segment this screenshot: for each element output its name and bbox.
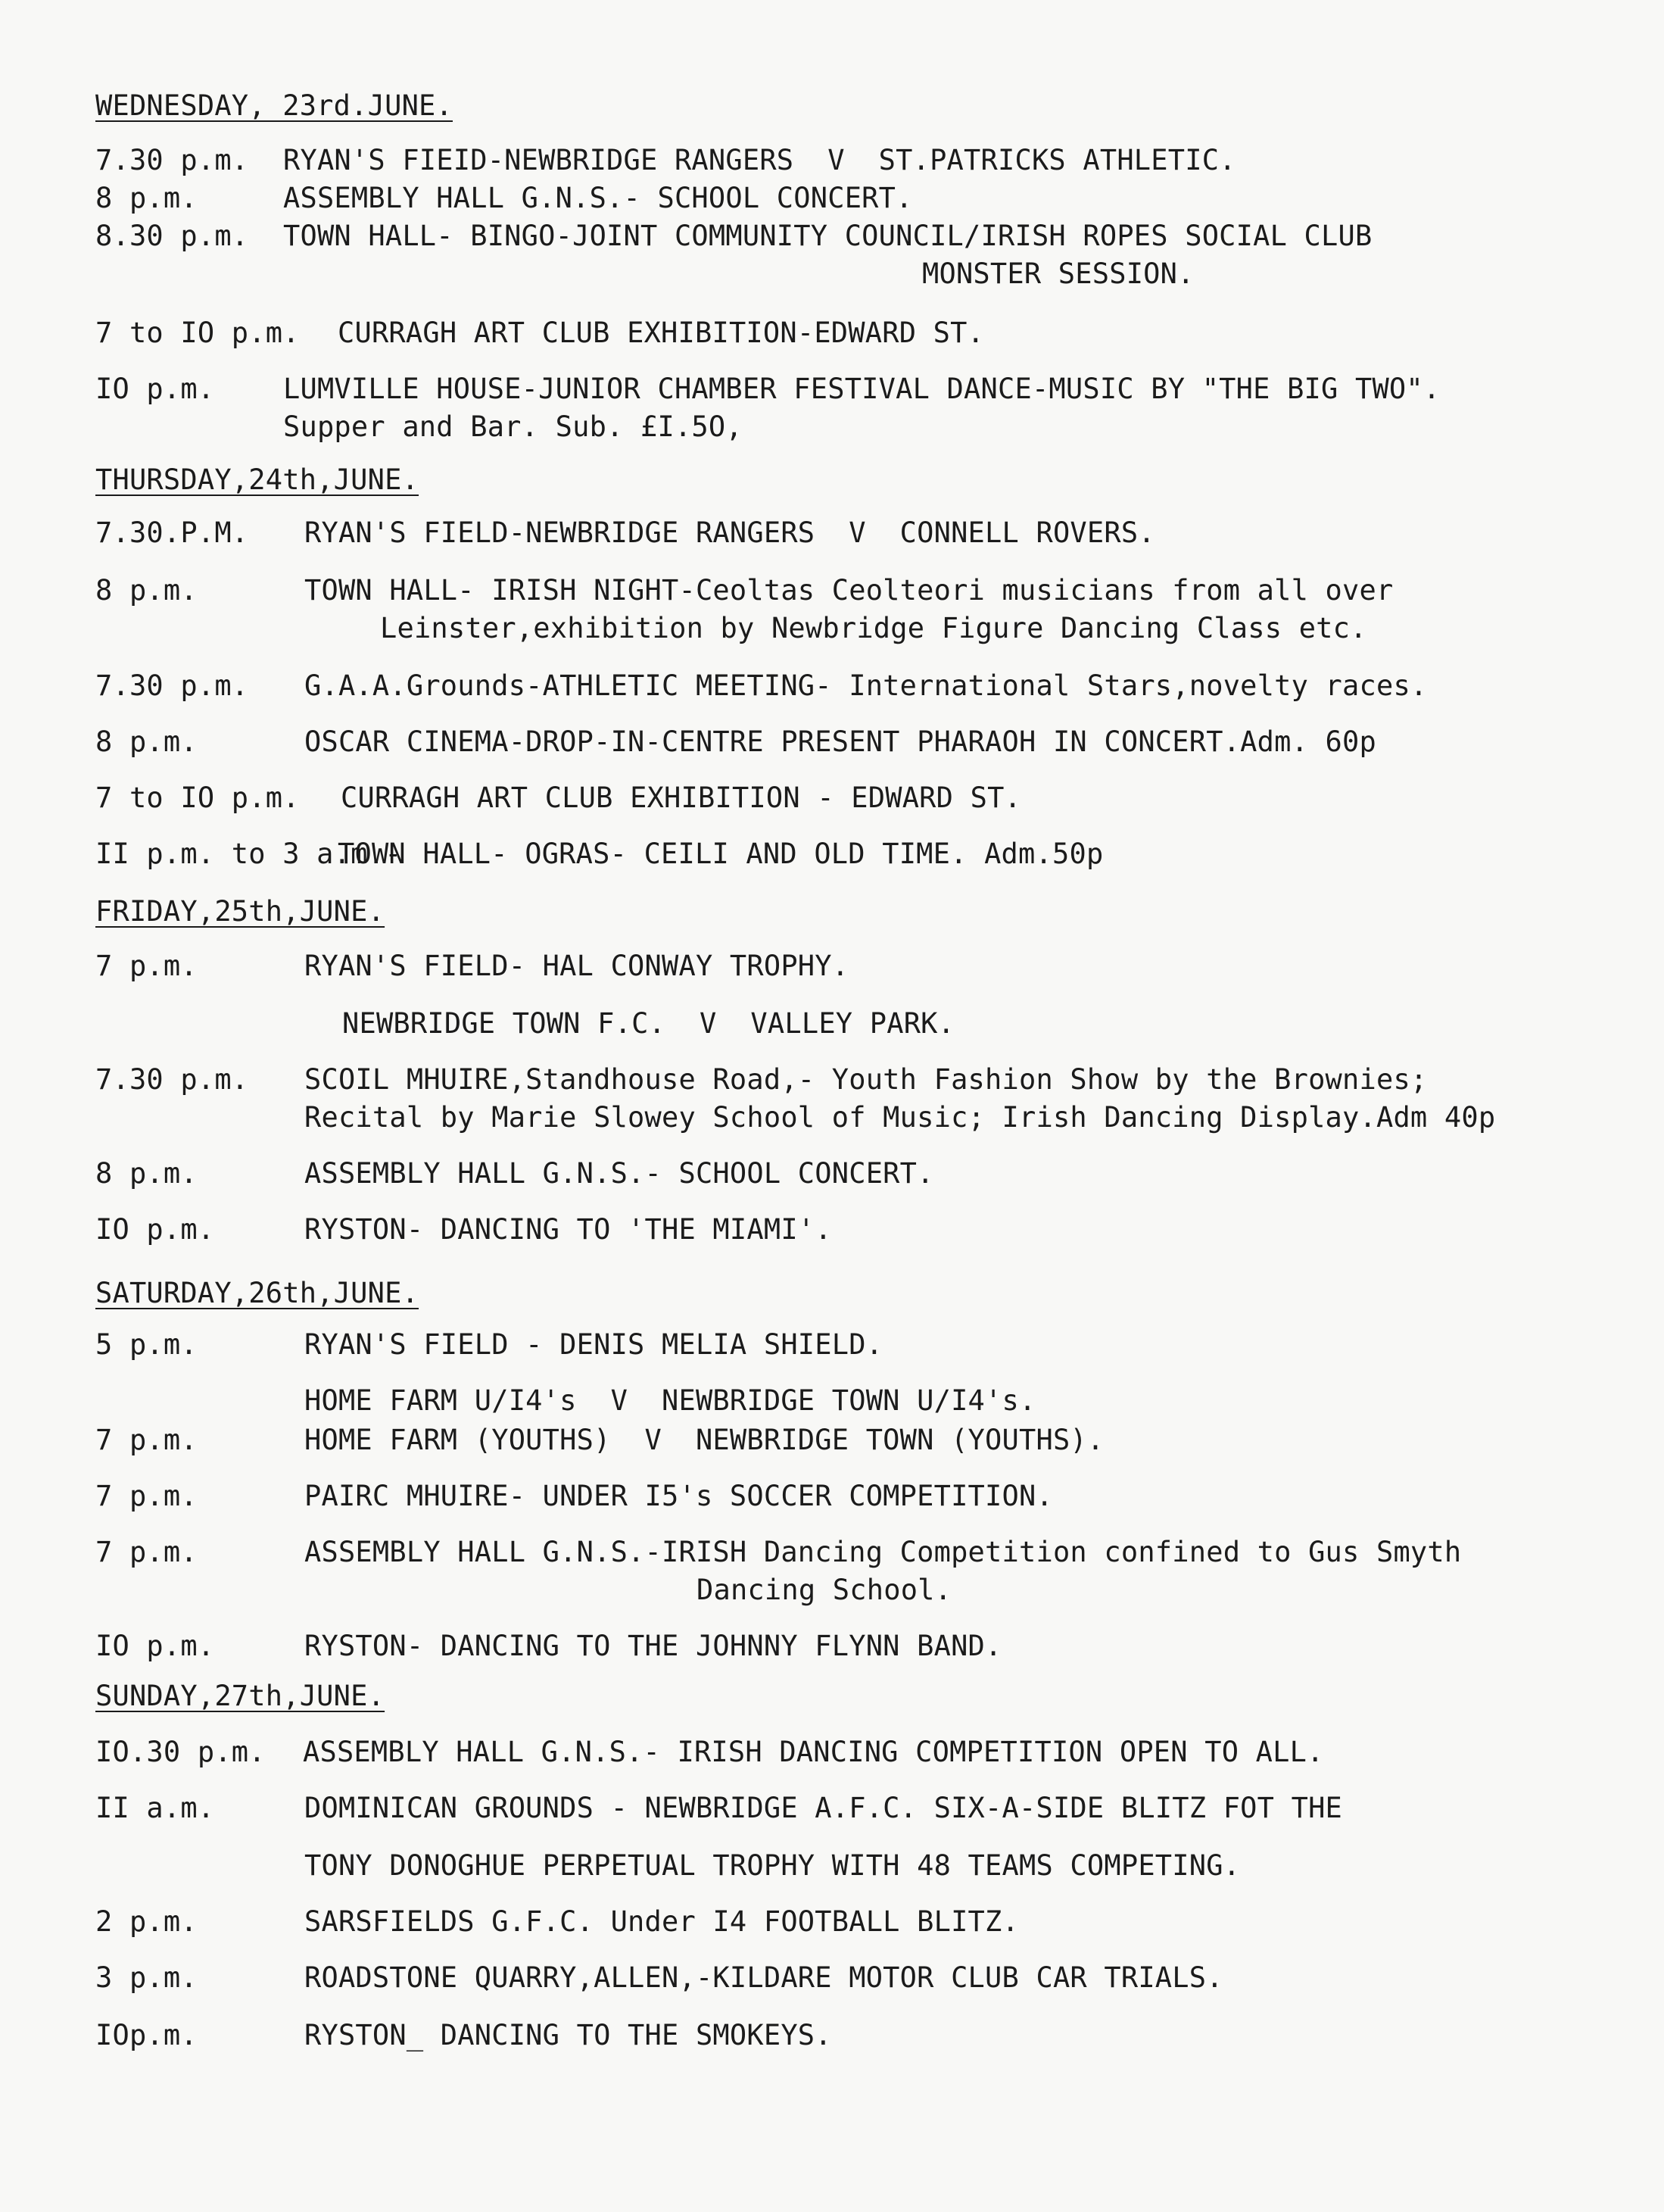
event-time: 7 to IO p.m.: [95, 317, 300, 349]
event-time: 7.30 p.m.: [95, 669, 249, 702]
event-time: IO p.m.: [95, 1630, 215, 1662]
event-time: 7 p.m.: [95, 1424, 198, 1456]
event-time: 5 p.m.: [95, 1328, 198, 1361]
event-text: TONY DONOGHUE PERPETUAL TROPHY WITH 48 TEAMS COMPETING.: [304, 1849, 1241, 1882]
event-text: RYAN'S FIEID-NEWBRIDGE RANGERS V ST.PATRICKS ATHLETIC.: [283, 144, 1236, 176]
event-time: II p.m. to 3 a.m.-: [95, 838, 402, 870]
event-text: HOME FARM U/I4's V NEWBRIDGE TOWN U/I4's.: [304, 1384, 1036, 1417]
event-text: Dancing School.: [696, 1574, 952, 1606]
event-time: IOp.m.: [95, 2019, 198, 2051]
event-text: ASSEMBLY HALL G.N.S.-IRISH Dancing Competition confined to Gus Smyth: [304, 1536, 1462, 1568]
event-text: Supper and Bar. Sub. £I.5O,: [283, 410, 743, 443]
event-text: ASSEMBLY HALL G.N.S.- SCHOOL CONCERT.: [283, 182, 913, 214]
day-heading: FRIDAY,25th,JUNE.: [95, 895, 385, 928]
event-time: 7.30 p.m.: [95, 144, 249, 176]
event-time: IO.30 p.m.: [95, 1736, 266, 1768]
day-heading: SATURDAY,26th,JUNE.: [95, 1277, 419, 1309]
event-time: IO p.m.: [95, 373, 215, 405]
day-heading: WEDNESDAY, 23rd.JUNE.: [95, 89, 453, 122]
event-text: RYAN'S FIELD - DENIS MELIA SHIELD.: [304, 1328, 883, 1361]
event-time: 7 to IO p.m.: [95, 782, 300, 814]
event-text: CURRAGH ART CLUB EXHIBITION-EDWARD ST.: [338, 317, 985, 349]
event-text: CURRAGH ART CLUB EXHIBITION - EDWARD ST.: [341, 782, 1022, 814]
event-text: PAIRC MHUIRE- UNDER I5's SOCCER COMPETITION.: [304, 1480, 1053, 1512]
event-text: NEWBRIDGE TOWN F.C. V VALLEY PARK.: [342, 1007, 955, 1040]
event-text: SCOIL MHUIRE,Standhouse Road,- Youth Fashion Show by the Brownies;: [304, 1063, 1428, 1096]
event-text: LUMVILLE HOUSE-JUNIOR CHAMBER FESTIVAL DANCE-MUSIC BY "THE BIG TWO".: [283, 373, 1441, 405]
event-time: IO p.m.: [95, 1213, 215, 1246]
event-time: 7.30.P.M.: [95, 516, 249, 549]
event-text: ASSEMBLY HALL G.N.S.- IRISH DANCING COMPETITION OPEN TO ALL.: [303, 1736, 1324, 1768]
event-text: ASSEMBLY HALL G.N.S.- SCHOOL CONCERT.: [304, 1157, 934, 1190]
event-text: RYAN'S FIELD- HAL CONWAY TROPHY.: [304, 950, 849, 982]
day-heading: THURSDAY,24th,JUNE.: [95, 463, 419, 496]
event-time: 7 p.m.: [95, 1536, 198, 1568]
event-text: Recital by Marie Slowey School of Music; Irish Dancing Display.Adm 40p: [304, 1101, 1496, 1134]
event-text: HOME FARM (YOUTHS) V NEWBRIDGE TOWN (YOUTHS).: [304, 1424, 1105, 1456]
event-time: 8 p.m.: [95, 574, 198, 607]
event-text: TOWN HALL- OGRAS- CEILI AND OLD TIME. Adm.50p: [338, 838, 1104, 870]
event-text: Leinster,exhibition by Newbridge Figure Dancing Class etc.: [380, 612, 1367, 644]
event-text: RYSTON- DANCING TO 'THE MIAMI'.: [304, 1213, 832, 1246]
event-text: TOWN HALL- IRISH NIGHT-Ceoltas Ceolteori musicians from all over: [304, 574, 1394, 607]
event-text: RYAN'S FIELD-NEWBRIDGE RANGERS V CONNELL ROVERS.: [304, 516, 1155, 549]
event-time: 8 p.m.: [95, 1157, 198, 1190]
event-time: 8 p.m.: [95, 725, 198, 758]
event-time: 8 p.m.: [95, 182, 198, 214]
event-time: 7 p.m.: [95, 950, 198, 982]
event-time: 7.30 p.m.: [95, 1063, 249, 1096]
event-text: RYSTON_ DANCING TO THE SMOKEYS.: [304, 2019, 832, 2051]
day-heading: SUNDAY,27th,JUNE.: [95, 1680, 385, 1712]
event-text: TOWN HALL- BINGO-JOINT COMMUNITY COUNCIL/IRISH ROPES SOCIAL CLUB: [283, 220, 1373, 252]
event-time: 8.30 p.m.: [95, 220, 249, 252]
event-text: ROADSTONE QUARRY,ALLEN,-KILDARE MOTOR CLUB CAR TRIALS.: [304, 1961, 1223, 1994]
event-time: II a.m.: [95, 1792, 215, 1824]
event-text: G.A.A.Grounds-ATHLETIC MEETING- International Stars,novelty races.: [304, 669, 1428, 702]
event-text: OSCAR CINEMA-DROP-IN-CENTRE PRESENT PHARAOH IN CONCERT.Adm. 60p: [304, 725, 1376, 758]
event-time: 2 p.m.: [95, 1905, 198, 1938]
event-text: RYSTON- DANCING TO THE JOHNNY FLYNN BAND.: [304, 1630, 1002, 1662]
event-text: MONSTER SESSION.: [922, 257, 1195, 290]
event-text: DOMINICAN GROUNDS - NEWBRIDGE A.F.C. SIX-A-SIDE BLITZ FOT THE: [304, 1792, 1343, 1824]
event-time: 3 p.m.: [95, 1961, 198, 1994]
event-time: 7 p.m.: [95, 1480, 198, 1512]
event-text: SARSFIELDS G.F.C. Under I4 FOOTBALL BLITZ.: [304, 1905, 1019, 1938]
